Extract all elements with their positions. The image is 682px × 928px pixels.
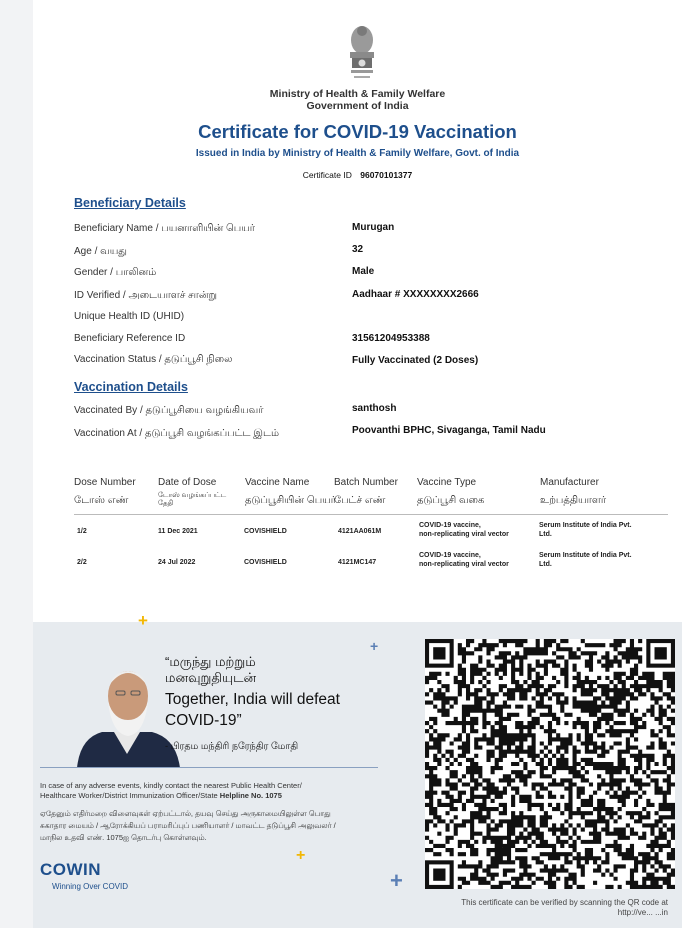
helpline-number: Helpline No. 1075: [219, 791, 282, 800]
plus-decoration-icon: +: [390, 868, 403, 893]
table-row-1-vaccine: COVISHIELD: [244, 528, 287, 535]
table-row-1-batch: 4121AA061M: [338, 528, 382, 535]
quote-attribution: - பிரதம மந்திரி நரேந்திர மோதி: [165, 741, 299, 752]
beneficiary-name-value: Murugan: [352, 222, 395, 233]
table-row-1-mfr-line1: Serum Institute of India Pvt.: [539, 522, 632, 529]
age-label: Age / வயது: [74, 246, 127, 257]
contact-line2: Healthcare Worker/District Immunization Officer/State: [40, 791, 218, 800]
header-date-of-dose-en: Date of Dose: [158, 477, 217, 488]
table-row-2-manufacturer: [539, 551, 632, 569]
header-manufacturer: [540, 477, 606, 506]
qr-finder-mark: [433, 869, 445, 881]
issued-by: Issued in India by Ministry of Health & Family Welfare, Govt. of India: [195, 148, 520, 159]
header-date-of-dose: [158, 477, 238, 508]
header-vaccine-type-ta: தடுப்பூசி வகை: [417, 495, 485, 506]
reference-id-label: Beneficiary Reference ID: [74, 333, 186, 344]
header-batch-number: [334, 477, 398, 506]
table-row-2-dose: 2/2: [77, 559, 87, 566]
table-row-2-type: [419, 551, 509, 569]
certificate-id-value: 96070101377: [360, 170, 413, 180]
header-manufacturer-en: Manufacturer: [540, 477, 599, 488]
gender-label: Gender / பாலினம்: [74, 267, 157, 278]
vaccination-section-title: Vaccination Details: [74, 380, 188, 394]
quote-tamil-line2: மனவுறுதியுடன்: [165, 670, 257, 685]
plus-decoration-icon: +: [296, 847, 306, 864]
table-row-1-type-line2: non-replicating viral vector: [419, 531, 509, 538]
government-name: Government of India: [306, 100, 409, 112]
qr-finder-mark: [655, 647, 667, 659]
certificate-id-line: [33, 170, 682, 180]
plus-decoration-icon: +: [138, 611, 148, 630]
quote-tamil-line1: “மருந்து மற்றும்: [165, 654, 256, 669]
table-row-2-type-line2: non-replicating viral vector: [419, 561, 509, 568]
header-dose-number: [74, 477, 136, 506]
adverse-events-contact-tamil: [40, 808, 380, 844]
header-vaccine-type: [417, 477, 484, 506]
adverse-events-contact: [40, 781, 380, 801]
quote-tamil: [165, 654, 256, 686]
certificate-id-label: Certificate ID: [302, 170, 352, 180]
cowin-logo: COWIN: [40, 860, 102, 879]
quote-english: [165, 689, 340, 731]
gender-value: Male: [352, 266, 375, 277]
header-dose-number-ta: டோஸ் எண்: [74, 495, 129, 506]
contact-tamil-line2: சுகாதார மையம் / ஆரோக்கியப் பராமரிப்புப் பணியாளர் / மாவட்ட தடுப்பூசி அலுவலர் /: [40, 821, 336, 830]
vaccinated-at-label: Vaccination At / தடுப்பூசி வழங்கப்பட்ட இடம்: [74, 428, 279, 439]
table-row-2-type-line1: COVID-19 vaccine,: [419, 552, 481, 559]
table-row-2-date: 24 Jul 2022: [158, 559, 196, 566]
header-dose-number-en: Dose Number: [74, 477, 136, 488]
plus-decoration-icon: +: [370, 638, 379, 654]
table-row-1-manufacturer: [539, 521, 632, 539]
vaccinated-by-label: Vaccinated By / தடுப்பூசியை வழங்கியவர்: [74, 405, 264, 416]
verification-url[interactable]: http://ve... ...in: [617, 908, 668, 917]
table-row-2-mfr-line2: Ltd.: [539, 561, 552, 568]
table-row-2-mfr-line1: Serum Institute of India Pvt.: [539, 552, 632, 559]
contact-tamil-line3: மாநில உதவி எண். 1075ஐ தொடர்பு கொள்ளவும்.: [40, 833, 207, 842]
table-row-2-vaccine: COVISHIELD: [244, 559, 287, 566]
vaccination-status-label: Vaccination Status / தடுப்பூசி நிலை: [74, 354, 233, 365]
contact-line1: In case of any adverse events, kindly contact the nearest Public Health Center/: [40, 781, 302, 790]
id-verified-label: ID Verified / அடையாளச் சான்று: [74, 290, 217, 301]
qr-finder-mark: [433, 647, 445, 659]
certificate-title: Certificate for COVID-19 Vaccination: [198, 121, 517, 142]
header-vaccine-name: [245, 477, 336, 506]
reference-id-value: 31561204953388: [352, 333, 430, 344]
header-batch-number-en: Batch Number: [334, 477, 398, 488]
vaccinated-at-value: Poovanthi BPHC, Sivaganga, Tamil Nadu: [352, 425, 546, 436]
qr-code-icon: [425, 639, 675, 889]
table-row-1-type-line1: COVID-19 vaccine,: [419, 522, 481, 529]
table-row-1-date: 11 Dec 2021: [158, 528, 198, 535]
beneficiary-name-label: Beneficiary Name / பயனாளியின் பெயர்: [74, 223, 256, 234]
id-verified-value: Aadhaar # XXXXXXXX2666: [352, 289, 479, 300]
table-row-1-type: [419, 521, 509, 539]
age-value: 32: [352, 244, 364, 255]
vaccinated-by-value: santhosh: [352, 403, 397, 414]
table-divider: [74, 514, 668, 515]
contact-tamil-line1: ஏதேனும் எதிர்மறை விளைவுகள் ஏற்பட்டால், தயவு செய்து அருகாமையிலுள்ள பொது: [40, 809, 331, 818]
header-manufacturer-ta: உற்பத்தியாளர்: [540, 495, 607, 506]
header-batch-number-ta: பேட்ச் எண்: [334, 495, 386, 506]
header-vaccine-name-ta: தடுப்பூசியின் பெயர்: [245, 495, 336, 506]
table-row-1-mfr-line2: Ltd.: [539, 531, 552, 538]
verification-line1: This certificate can be verified by scanning the QR code at: [461, 898, 668, 907]
national-emblem-icon: [343, 22, 381, 84]
vaccination-status-value: Fully Vaccinated (2 Doses): [352, 355, 479, 366]
quote-english-line2: COVID-19”: [165, 712, 242, 729]
verification-note: [461, 898, 668, 918]
beneficiary-section-title: Beneficiary Details: [74, 196, 186, 210]
header-vaccine-name-en: Vaccine Name: [245, 477, 310, 488]
quote-english-line1: Together, India will defeat: [165, 691, 340, 708]
ministry-name: Ministry of Health & Family Welfare: [269, 88, 446, 100]
table-row-2-batch: 4121MC147: [338, 559, 377, 566]
table-row-1-dose: 1/2: [77, 528, 87, 535]
cowin-tagline: Winning Over COVID: [52, 882, 129, 891]
uhid-label: Unique Health ID (UHID): [74, 311, 185, 322]
header-date-of-dose-ta: டோஸ் வழங்கப்பட்ட தேதி: [158, 492, 227, 507]
header-vaccine-type-en: Vaccine Type: [417, 477, 477, 488]
quote-divider: [40, 767, 378, 768]
